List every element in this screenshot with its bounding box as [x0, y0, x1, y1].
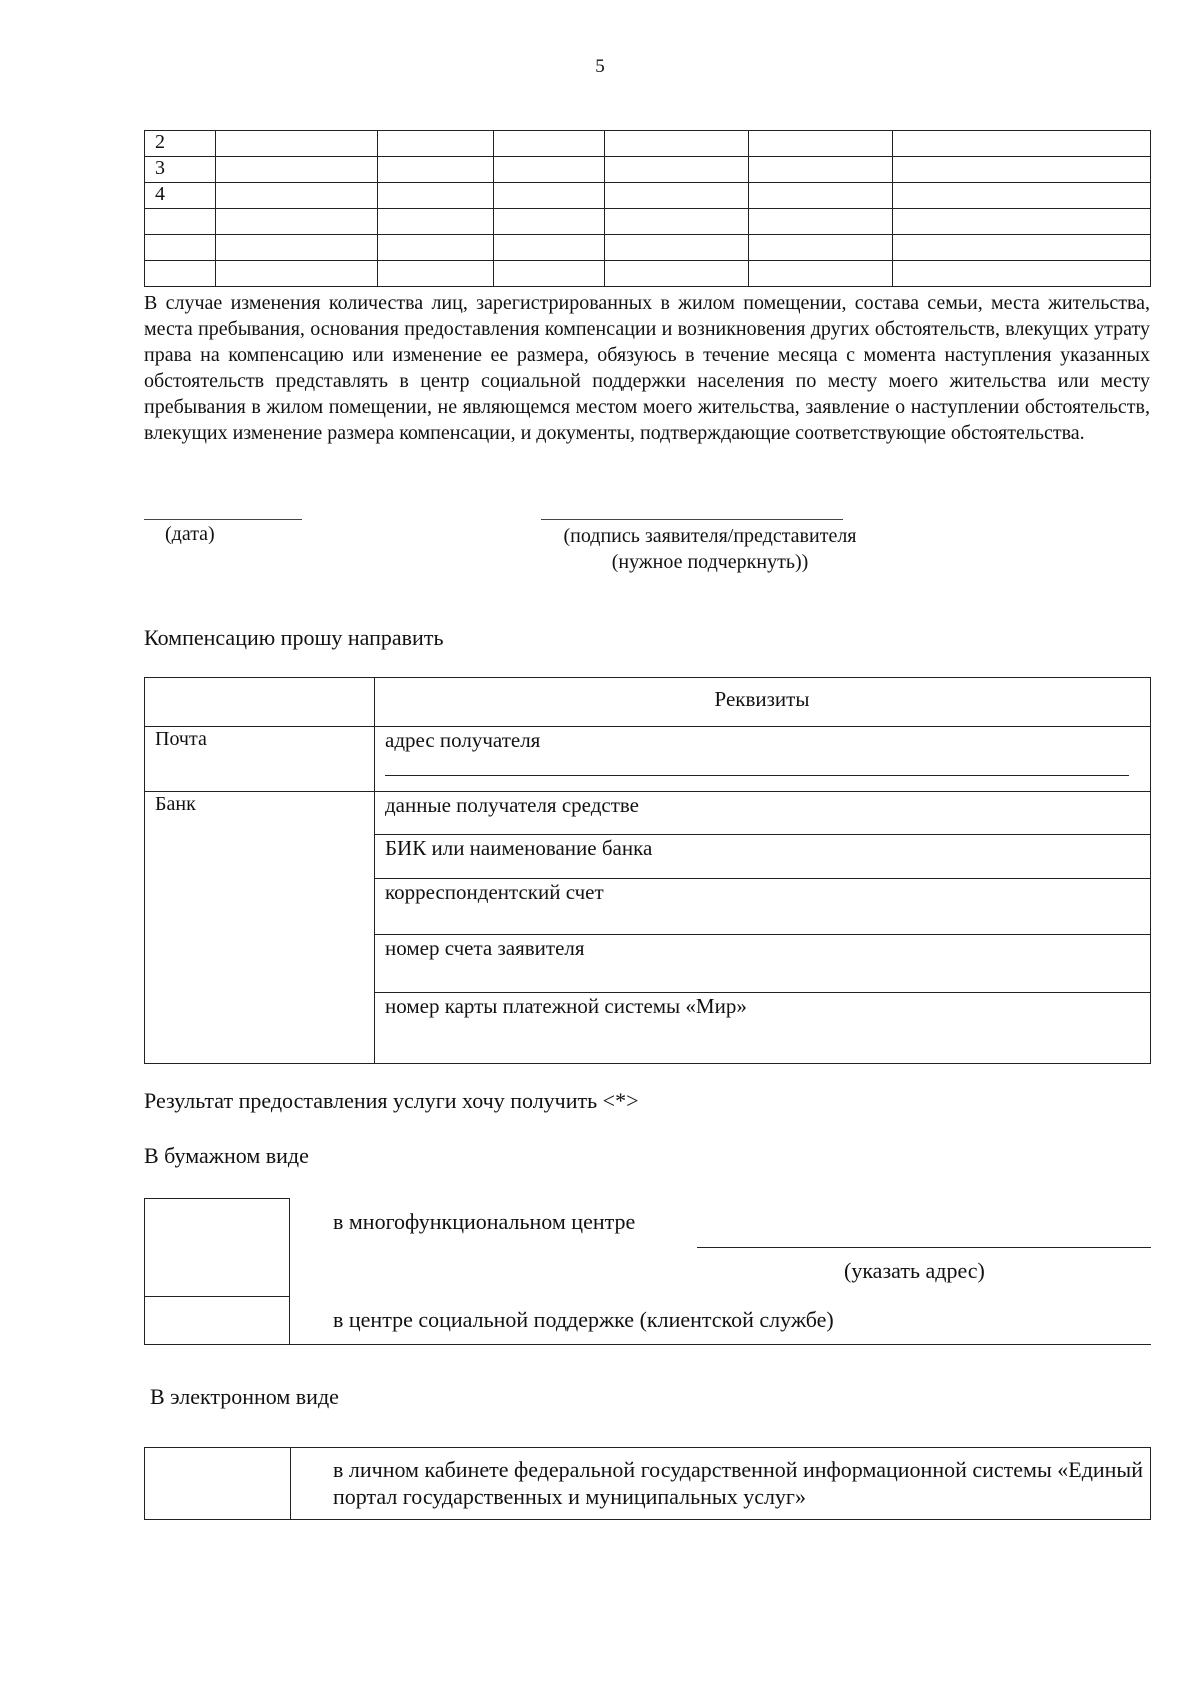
signature-caption	[500, 523, 920, 575]
obligation-paragraph: В случае изменения количества лиц, зарегистрированных в жилом помещении, состава семьи, места жительства, места пребывания, основания предоставления компенсации и возникновения других обстоятельств, влекущих утрату права на компенсацию или изменение ее размера, обязуюсь в течение месяца с момента наступления указанных обстоятельств представлять в центр социальной поддержки населения по месту моего жительства или месту пребывания в жилом помещении, не являющемся местом моего жительства, заявление о наступлении обстоятельств, влекущих изменение размера компенсации, и документы, подтверждающие соответствующие обстоятельства.	[144, 292, 1150, 444]
table-cell[interactable]	[216, 183, 378, 209]
correspondent-account-field: корреспондентский счет	[385, 880, 604, 904]
table-cell[interactable]	[494, 209, 605, 235]
table-row	[145, 261, 1151, 287]
row-divider	[374, 934, 1150, 935]
row-number-cell	[145, 209, 216, 235]
options-bottom-line	[290, 1344, 1151, 1345]
result-title: Результат предоставления услуги хочу получить <*>	[144, 1088, 639, 1113]
row-number-cell: 2	[145, 131, 216, 157]
bank-label: Банк	[155, 793, 196, 815]
table-cell[interactable]	[605, 209, 749, 235]
table-cell[interactable]	[216, 235, 378, 261]
table-cell[interactable]	[494, 235, 605, 261]
column-divider	[374, 678, 375, 1063]
row-number-cell: 3	[145, 157, 216, 183]
table-cell[interactable]	[494, 183, 605, 209]
table-row	[145, 131, 1151, 157]
table-row	[145, 209, 1151, 235]
bank-bik-field: БИК или наименование банка	[385, 836, 653, 860]
signature-line[interactable]	[541, 519, 843, 520]
date-line[interactable]	[144, 519, 302, 520]
row-divider	[145, 726, 1150, 727]
table-cell[interactable]	[494, 131, 605, 157]
signature-caption-line-1: (подпись заявителя/представителя	[563, 525, 857, 547]
table-cell[interactable]	[749, 131, 893, 157]
table-cell[interactable]	[605, 131, 749, 157]
table-cell[interactable]	[893, 261, 1151, 287]
mfc-option-label: в многофункциональном центре	[333, 1209, 636, 1234]
applicant-account-field: номер счета заявителя	[385, 936, 585, 960]
table-cell[interactable]	[378, 157, 494, 183]
table-cell[interactable]	[749, 183, 893, 209]
table-cell[interactable]	[216, 209, 378, 235]
mir-card-field: номер карты платежной системы «Мир»	[385, 994, 747, 1018]
row-number-cell	[145, 235, 216, 261]
row-number-cell	[145, 261, 216, 287]
table-row	[145, 183, 1151, 209]
date-caption: (дата)	[165, 523, 215, 545]
table-cell[interactable]	[893, 131, 1151, 157]
electronic-form-title: В электронном виде	[150, 1384, 339, 1409]
row-divider	[374, 878, 1150, 879]
signature-caption-line-2: (нужное подчеркнуть))	[611, 551, 809, 573]
table-cell[interactable]	[605, 261, 749, 287]
table-cell[interactable]	[893, 157, 1151, 183]
page-number: 5	[595, 56, 605, 77]
table-cell[interactable]	[494, 261, 605, 287]
table-cell[interactable]	[749, 261, 893, 287]
table-cell[interactable]	[216, 157, 378, 183]
family-members-table	[144, 130, 1151, 287]
address-hint: (указать адрес)	[844, 1258, 985, 1283]
portal-checkbox[interactable]	[144, 1447, 290, 1520]
table-cell[interactable]	[893, 209, 1151, 235]
portal-option-label: в личном кабинете федеральной государственной информационной системы «Единый портал государственных и муниципальных услуг»	[333, 1457, 1143, 1509]
table-cell[interactable]	[605, 183, 749, 209]
table-cell[interactable]	[378, 131, 494, 157]
row-divider	[374, 834, 1150, 835]
paper-form-title: В бумажном виде	[144, 1143, 309, 1168]
table-cell[interactable]	[378, 183, 494, 209]
table-row	[145, 235, 1151, 261]
table-cell[interactable]	[893, 183, 1151, 209]
table-cell[interactable]	[494, 157, 605, 183]
mfc-checkbox[interactable]	[144, 1198, 290, 1296]
requisites-header: Реквизиты	[714, 687, 810, 711]
table-cell[interactable]	[749, 157, 893, 183]
table-row	[145, 157, 1151, 183]
table-cell[interactable]	[893, 235, 1151, 261]
table-cell[interactable]	[378, 235, 494, 261]
social-center-checkbox[interactable]	[144, 1296, 290, 1345]
checkbox-divider	[290, 1448, 291, 1519]
mfc-address-line[interactable]	[697, 1247, 1151, 1248]
row-number-cell: 4	[145, 183, 216, 209]
row-divider	[374, 992, 1150, 993]
table-cell[interactable]	[749, 235, 893, 261]
social-center-option-label: в центре социальной поддержке (клиентской службе)	[333, 1307, 834, 1332]
bank-recipient-field: данные получателя средстве	[385, 793, 639, 817]
post-address-label: адрес получателя	[385, 728, 541, 752]
table-cell[interactable]	[605, 235, 749, 261]
table-cell[interactable]	[378, 209, 494, 235]
table-cell[interactable]	[216, 261, 378, 287]
table-cell[interactable]	[605, 157, 749, 183]
address-underline[interactable]	[385, 775, 1129, 776]
table-cell[interactable]	[378, 261, 494, 287]
row-divider	[145, 791, 1150, 792]
table-cell[interactable]	[216, 131, 378, 157]
table-cell[interactable]	[749, 209, 893, 235]
requisites-table	[144, 677, 1151, 1064]
compensation-title: Компенсацию прошу направить	[144, 625, 444, 650]
post-label: Почта	[155, 728, 207, 750]
